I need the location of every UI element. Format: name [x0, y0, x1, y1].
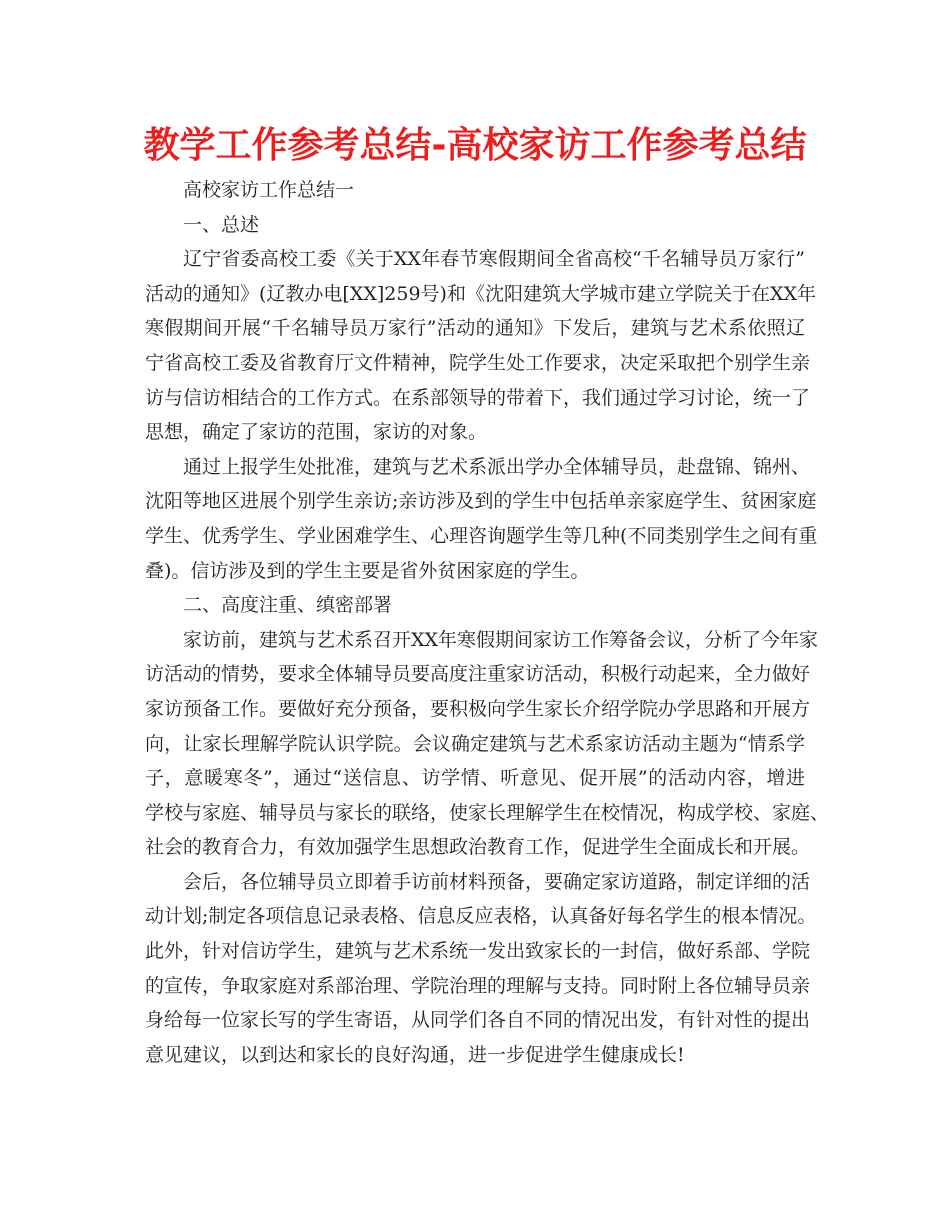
paragraph-line: 访活动的情势，要求全体辅导员要高度注重家访活动，积极行动起来，全力做好 [145, 663, 811, 686]
paragraph-line: 宁省高校工委及省教育厅文件精神，院学生处工作要求，决定采取把个别学生亲 [145, 351, 811, 374]
paragraph-1 [145, 242, 817, 450]
paragraph-line: 向，让家长理解学院认识学院。会议确定建筑与艺术系家访活动主题为“情系学 [145, 732, 805, 755]
paragraph-line: 社会的教育合力，有效加强学生思想政治教育工作，促进学生全面成长和开展。 [145, 836, 811, 859]
paragraph-line: 沈阳等地区进展个别学生亲访;亲访涉及到的学生中包括单亲家庭学生、贫困家庭 [145, 490, 817, 513]
paragraph-line: 通过上报学生处批准，建筑与艺术系派出学办全体辅导员，赴盘锦、锦州、 [183, 455, 811, 478]
paragraph-line: 身给每一位家长写的学生寄语，从同学们各自不同的情况出发，有针对性的提出 [145, 1009, 811, 1032]
document-body [145, 173, 830, 1072]
section-heading-2: 二、高度注重、缜密部署 [183, 594, 393, 617]
paragraph-3 [145, 623, 830, 865]
paragraph-line: 思想，确定了家访的范围，家访的对象。 [145, 421, 488, 444]
paragraph-line: 的宣传，争取家庭对系部治理、学院治理的理解与支持。同时附上各位辅导员亲 [145, 974, 811, 997]
paragraph-line: 会后，各位辅导员立即着手访前材料预备，要确定家访道路，制定详细的活 [183, 870, 811, 893]
section-heading-1: 一、总述 [183, 213, 260, 236]
paragraph-line: 寒假期间开展“千名辅导员万家行”活动的通知》下发后，建筑与艺术系依照辽 [145, 317, 805, 340]
paragraph-line: 辽宁省委高校工委《关于XX年春节寒假期间全省高校“千名辅导员万家行” [183, 248, 805, 271]
paragraph-line: 学校与家庭、辅导员与家长的联络，使家长理解学生在校情况，构成学校、家庭、 [145, 801, 830, 824]
paragraph-line: 此外，针对信访学生，建筑与艺术系统一发出致家长的一封信，做好系部、学院 [145, 940, 811, 963]
paragraph-line: 子，意暖寒冬”，通过“送信息、访学情、听意见、促开展”的活动内容，增进 [145, 767, 805, 790]
paragraph-line: 活动的通知》(辽教办电[XX]259号)和《沈阳建筑大学城市建立学院关于在XX年 [145, 282, 817, 305]
paragraph-line: 家访前，建筑与艺术系召开XX年寒假期间家访工作筹备会议，分析了今年家 [183, 628, 819, 651]
paragraph-line: 访与信访相结合的工作方式。在系部领导的带着下，我们通过学习讨论，统一了 [145, 386, 811, 409]
paragraph-line: 家访预备工作。要做好充分预备，要积极向学生家长介绍学院办学思路和开展方 [145, 697, 811, 720]
document-title: 教学工作参考总结-高校家访工作参考总结 [143, 125, 807, 166]
paragraph-line: 学生、优秀学生、学业困难学生、心理咨询题学生等几种(不同类别学生之间有重 [145, 524, 818, 547]
document-subtitle: 高校家访工作总结一 [183, 179, 355, 201]
paragraph-line: 叠)。信访涉及到的学生主要是省外贫困家庭的学生。 [145, 559, 590, 582]
paragraph-4 [145, 865, 817, 1073]
paragraph-line: 意见建议，以到达和家长的良好沟通，进一步促进学生健康成长! [145, 1043, 685, 1066]
paragraph-line: 动计划;制定各项信息记录表格、信息反应表格，认真备好每名学生的根本情况。 [145, 905, 817, 928]
paragraph-2 [145, 450, 818, 588]
